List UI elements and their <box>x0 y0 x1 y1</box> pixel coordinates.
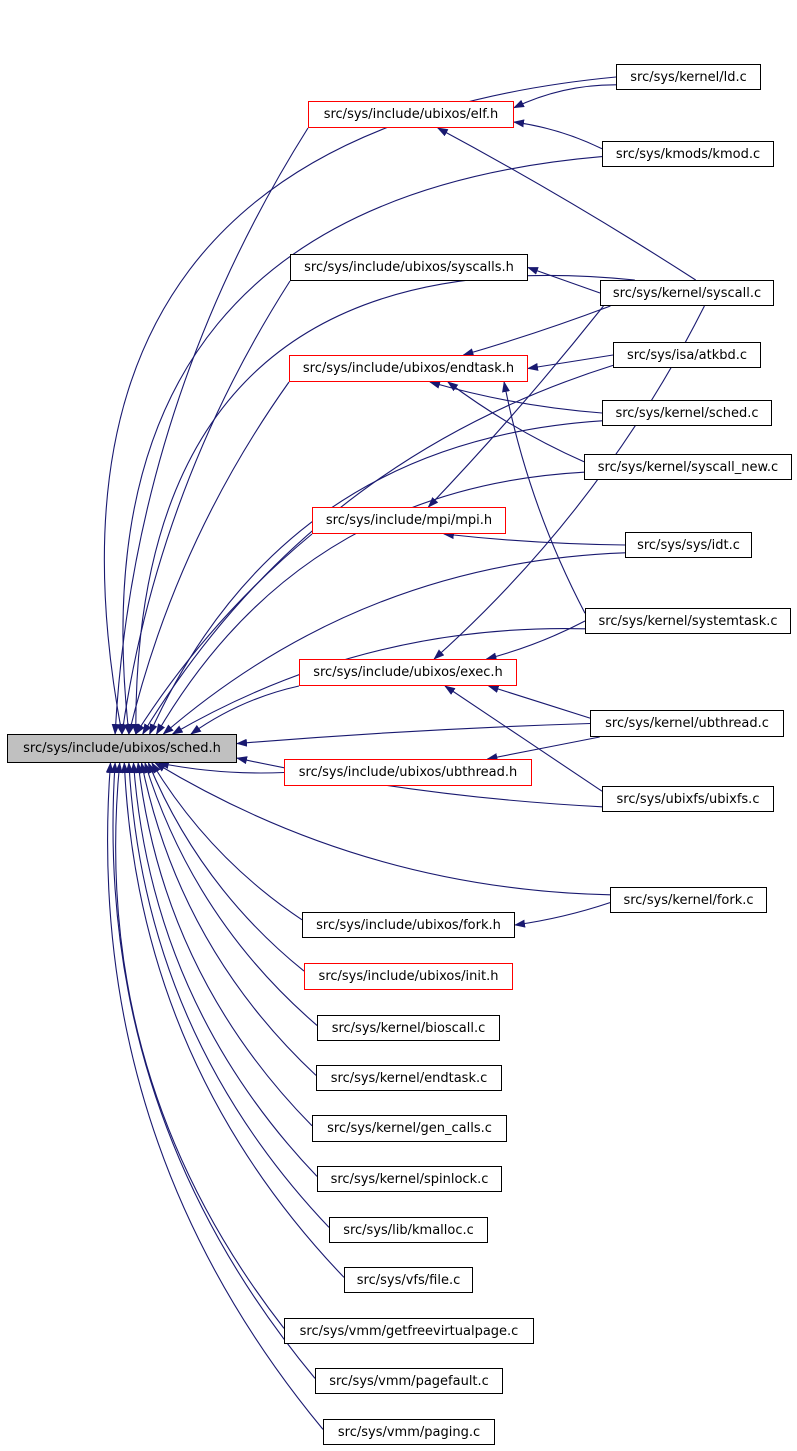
graph-node-label: src/sys/include/ubixos/init.h <box>318 969 499 984</box>
graph-node-syscall_new_c[interactable] <box>584 454 792 480</box>
graph-node-label: src/sys/kernel/spinlock.c <box>330 1171 489 1187</box>
graph-node-label: src/sys/include/mpi/mpi.h <box>325 513 493 528</box>
graph-node-elf_h[interactable] <box>308 101 514 128</box>
graph-node-label: src/sys/include/ubixos/fork.h <box>316 917 501 933</box>
graph-node-sched_c[interactable] <box>602 400 772 426</box>
graph-node-ubthread_c[interactable] <box>590 710 784 737</box>
graph-node-fork_c[interactable] <box>610 887 767 913</box>
graph-node-spinlock_c[interactable] <box>317 1166 502 1192</box>
graph-node-label: src/sys/kernel/fork.c <box>623 892 754 908</box>
graph-node-kmod_c[interactable] <box>602 141 774 167</box>
graph-node-label: src/sys/kernel/ubthread.c <box>605 716 769 731</box>
graph-node-label: src/sys/kernel/ld.c <box>630 69 747 85</box>
graph-node-ubthread_h[interactable] <box>284 759 532 786</box>
graph-node-label: src/sys/include/ubixos/exec.h <box>313 665 503 680</box>
graph-node-atkbd_c[interactable] <box>613 342 761 368</box>
graph-node-label: src/sys/kernel/syscall.c <box>612 285 762 301</box>
graph-node-label: src/sys/isa/atkbd.c <box>626 347 748 363</box>
graph-node-gen_calls_c[interactable] <box>312 1115 507 1142</box>
graph-node-label: src/sys/vmm/paging.c <box>337 1424 481 1440</box>
graph-node-idt_c[interactable] <box>625 532 752 558</box>
graph-node-label: src/sys/vmm/pagefault.c <box>329 1373 489 1389</box>
graph-node-systemtask_c[interactable] <box>585 608 791 634</box>
graph-node-label: src/sys/lib/kmalloc.c <box>343 1222 474 1238</box>
graph-node-mpi_h[interactable] <box>312 507 506 534</box>
graph-node-sched_h <box>7 734 237 763</box>
graph-node-label: src/sys/vmm/getfreevirtualpage.c <box>299 1323 519 1339</box>
graph-node-label: src/sys/kernel/syscall_new.c <box>597 459 779 475</box>
graph-node-bioscall_c[interactable] <box>317 1015 500 1041</box>
graph-node-syscalls_h[interactable] <box>290 254 528 281</box>
graph-node-endtask_h[interactable] <box>289 355 528 382</box>
graph-node-ld_c[interactable] <box>616 64 761 90</box>
graph-node-kmalloc_c[interactable] <box>329 1217 488 1243</box>
graph-node-paging_c[interactable] <box>323 1419 495 1445</box>
graph-node-label: src/sys/ubixfs/ubixfs.c <box>616 791 760 807</box>
graph-node-label: src/sys/include/ubixos/elf.h <box>323 107 499 122</box>
graph-node-ubixfs_c[interactable] <box>602 786 774 812</box>
graph-node-label: src/sys/include/ubixos/syscalls.h <box>304 260 514 275</box>
graph-node-label: src/sys/include/ubixos/sched.h <box>23 741 221 756</box>
graph-node-exec_h[interactable] <box>299 659 517 686</box>
graph-node-endtask_c[interactable] <box>316 1065 502 1091</box>
graph-node-getfreevirtualpage_c[interactable] <box>284 1318 534 1344</box>
graph-node-label: src/sys/kmods/kmod.c <box>615 146 761 162</box>
graph-node-label: src/sys/kernel/bioscall.c <box>331 1020 486 1036</box>
graph-node-label: src/sys/vfs/file.c <box>356 1272 461 1288</box>
graph-node-file_c[interactable] <box>344 1267 473 1293</box>
graph-node-label: src/sys/include/ubixos/ubthread.h <box>298 765 518 780</box>
graph-node-label: src/sys/kernel/gen_calls.c <box>327 1121 492 1136</box>
graph-node-label: src/sys/kernel/sched.c <box>615 405 759 421</box>
graph-node-label: src/sys/kernel/endtask.c <box>330 1070 488 1086</box>
graph-node-label: src/sys/kernel/systemtask.c <box>598 613 778 629</box>
graph-node-label: src/sys/sys/idt.c <box>637 537 740 553</box>
graph-node-label: src/sys/include/ubixos/endtask.h <box>302 361 515 376</box>
graph-node-fork_h[interactable] <box>302 912 515 938</box>
graph-node-pagefault_c[interactable] <box>315 1368 503 1394</box>
graph-node-init_h[interactable] <box>304 963 513 990</box>
graph-node-syscall_c[interactable] <box>600 280 774 306</box>
